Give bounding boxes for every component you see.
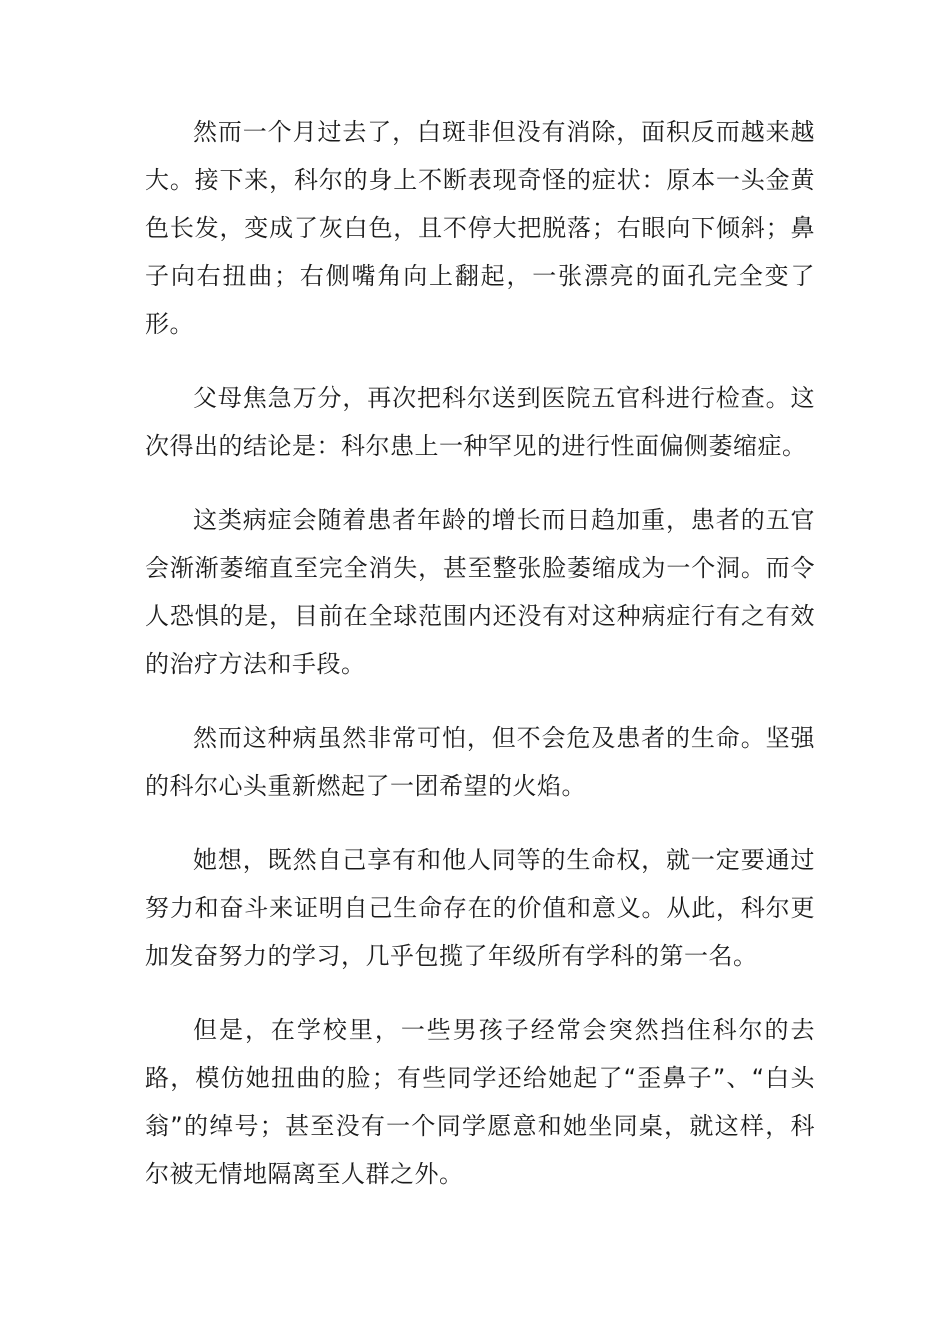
paragraph: 但是，在学校里，一些男孩子经常会突然挡住科尔的去路，模仿她扭曲的脸；有些同学还给她起了“歪鼻子”、“白头翁”的绰号；甚至没有一个同学愿意和她坐同桌，就这样，科尔被无情地隔离至人群之外。	[145, 1016, 815, 1188]
paragraph: 父母焦急万分，再次把科尔送到医院五官科进行检查。这次得出的结论是：科尔患上一种罕见的进行性面偏侧萎缩症。	[145, 384, 815, 460]
paragraph: 这类病症会随着患者年龄的增长而日趋加重，患者的五官会渐渐萎缩直至完全消失，甚至整张脸萎缩成为一个洞。而令人恐惧的是，目前在全球范围内还没有对这种病症行有之有效的治疗方法和手段。	[145, 506, 815, 678]
paragraph: 她想，既然自己享有和他人同等的生命权，就一定要通过努力和奋斗来证明自己生命存在的价值和意义。从此，科尔更加发奋努力的学习，几乎包揽了年级所有学科的第一名。	[145, 846, 815, 970]
paragraph: 然而这种病虽然非常可怕，但不会危及患者的生命。坚强的科尔心头重新燃起了一团希望的火焰。	[145, 724, 815, 800]
paragraph: 然而一个月过去了，白斑非但没有消除，面积反而越来越大。接下来，科尔的身上不断表现奇怪的症状：原本一头金黄色长发，变成了灰白色，且不停大把脱落；右眼向下倾斜；鼻子向右扭曲；右侧嘴角向上翻起，一张漂亮的面孔完全变了形。	[145, 118, 815, 338]
document-body	[145, 108, 815, 1224]
